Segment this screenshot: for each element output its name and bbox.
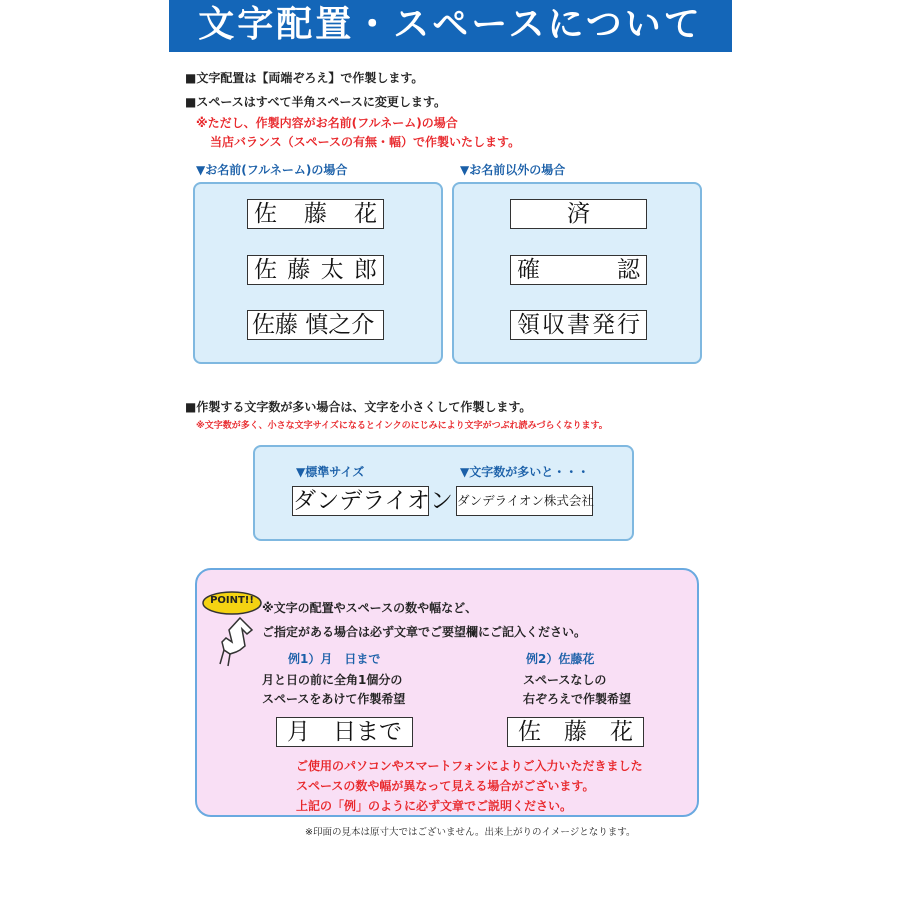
- point-badge-text: POINT!!: [210, 595, 254, 606]
- stamp-sample-sato-hana: 佐 藤 花: [247, 199, 384, 229]
- example-1-desc-1: 月と日の前に全角1個分の: [262, 673, 403, 687]
- size-note: ※文字数が多く、小さな文字サイズになるとインクのにじみにより文字がつぶれ読みづらくなります。: [196, 421, 608, 431]
- size-heading: ■作製する文字数が多い場合は、文字を小さくして作製します。: [185, 400, 532, 414]
- example-2-title: 例2）佐藤花: [526, 652, 595, 666]
- note-fullname: ※ただし、作製内容がお名前(フルネーム)の場合: [196, 116, 458, 130]
- rule-alignment: ■文字配置は【両端ぞろえ】で作製します。: [185, 71, 424, 85]
- stamp-sample-sato-shinnosuke: 佐藤 慎之介: [247, 310, 384, 340]
- example-1-desc-2: スペースをあけて作製希望: [262, 692, 406, 706]
- warning-line-1: ご使用のパソコンやスマートフォンによりご入力いただきました: [296, 759, 643, 773]
- footer-note: ※印面の見本は原寸大ではございません。出来上がりのイメージとなります。: [305, 827, 636, 838]
- stamp-sample-many: ダンデライオン株式会社: [456, 486, 593, 516]
- point-line-1: ※文字の配置やスペースの数や幅など、: [262, 601, 478, 615]
- many-chars-label: ▼文字数が多いと・・・: [460, 465, 590, 479]
- point-badge-icon: [201, 590, 263, 616]
- example-2-stamp: 佐 藤 花: [507, 717, 644, 747]
- stamp-sample-sato-taro: 佐藤太郎: [247, 255, 384, 285]
- note-balance: 当店バランス（スペースの有無・幅）で作製いたします。: [210, 135, 521, 149]
- stamp-sample-receipt: 領収書発行: [510, 310, 647, 340]
- example-1-title: 例1）月 日まで: [288, 652, 381, 666]
- warning-line-2: スペースの数や幅が異なって見える場合がございます。: [296, 779, 595, 793]
- pointing-hand-icon: [218, 616, 258, 668]
- point-line-2: ご指定がある場合は必ず文章でご要望欄にご記入ください。: [262, 625, 587, 639]
- rule-spaces: ■スペースはすべて半角スペースに変更します。: [185, 95, 446, 109]
- example-2-desc-1: スペースなしの: [523, 673, 607, 687]
- other-case-label: ▼お名前以外の場合: [460, 163, 566, 177]
- stamp-sample-standard: ダンデライオン: [293, 488, 453, 514]
- example-1-stamp: 月 日まで: [276, 717, 413, 747]
- example-2-desc-2: 右ぞろえで作製希望: [523, 692, 632, 706]
- standard-size-label: ▼標準サイズ: [296, 465, 365, 479]
- page-title: 文字配置・スペースについて: [169, 0, 732, 52]
- stamp-sample-sumi: 済: [510, 199, 647, 229]
- stamp-sample-kakunin: 確 認: [510, 255, 647, 285]
- warning-line-3: 上記の「例」のように必ず文章でご説明ください。: [296, 799, 573, 813]
- fullname-case-label: ▼お名前(フルネーム)の場合: [196, 163, 348, 177]
